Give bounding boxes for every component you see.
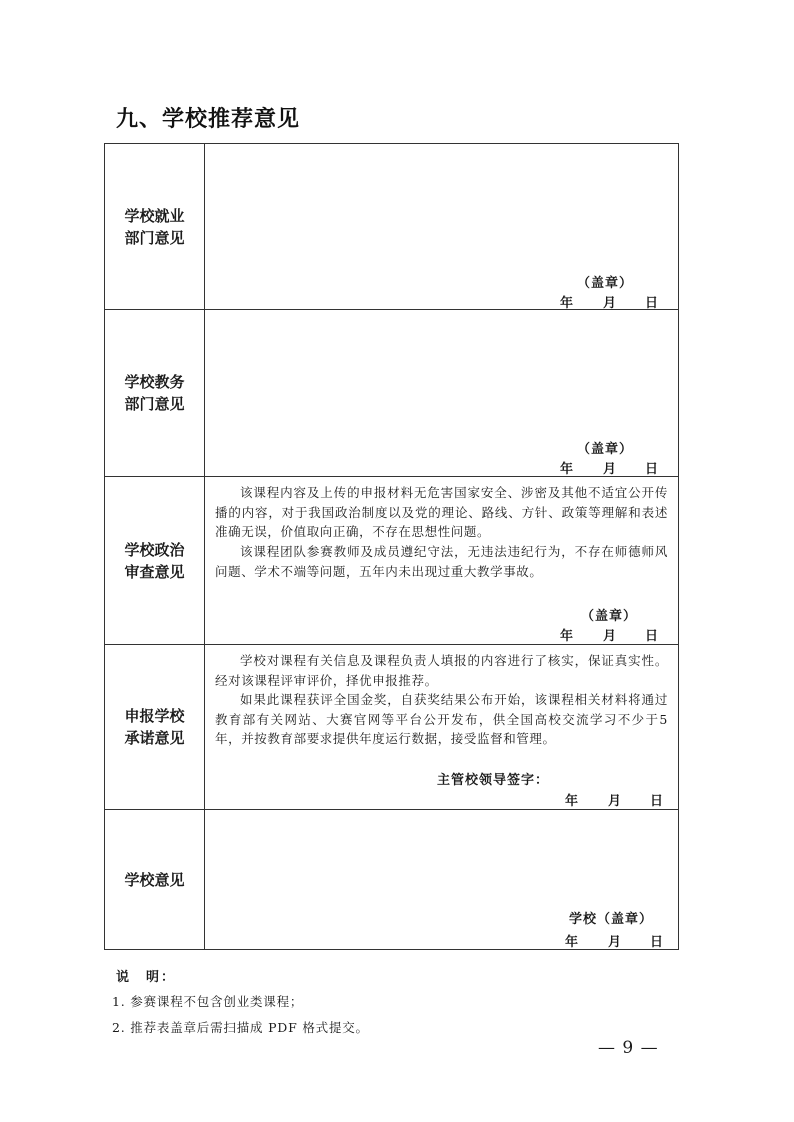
opinion-cell[interactable]	[205, 144, 679, 310]
review-paragraph: 该课程内容及上传的申报材料无危害国家安全、涉密及其他不适宜公开传播的内容，对于我国政治制度以及党的理论、路线、方针、政策等理解和表述准确无误，价值取向正确，不存在思想性问题。	[215, 485, 668, 539]
month-label: 月	[608, 794, 622, 809]
commitment-paragraph: 学校对课程有关信息及课程负责人填报的内容进行了核实，保证真实性。经对该课程评审评价，择优申报推荐。	[215, 653, 668, 688]
row-label-cell	[105, 645, 205, 810]
table-row-political-review	[105, 477, 679, 645]
note-item: 1. 参赛课程不包含创业类课程；	[112, 994, 304, 1009]
stamp-label: （盖章）	[577, 442, 634, 457]
year-label: 年	[560, 629, 574, 644]
opinion-cell[interactable]	[205, 477, 679, 645]
opinion-cell[interactable]	[205, 645, 679, 810]
label-line: 承诺意见	[124, 729, 185, 747]
day-label: 日	[650, 794, 664, 809]
notes-title: 说 明：	[116, 970, 177, 985]
note-item: 2. 推荐表盖章后需扫描成 PDF 格式提交。	[112, 1020, 369, 1035]
label-line: 学校教务	[124, 373, 185, 391]
year-label: 年	[565, 935, 579, 950]
date-line	[565, 790, 663, 809]
label-line: 学校就业	[124, 206, 185, 225]
row-label	[124, 539, 184, 583]
row-label	[124, 371, 184, 415]
row-label-cell	[105, 477, 205, 645]
year-label: 年	[560, 462, 574, 477]
day-label: 日	[650, 935, 664, 950]
row-label	[124, 205, 184, 249]
month-label: 月	[603, 462, 617, 477]
stamp-label: 学校（盖章）	[569, 912, 654, 927]
page-number: — 9 —	[598, 1038, 659, 1058]
opinion-cell[interactable]	[205, 810, 679, 950]
stamp-label: （盖章）	[581, 609, 638, 624]
day-label: 日	[645, 462, 659, 477]
row-label-cell	[105, 810, 205, 950]
table-row-employment	[105, 144, 679, 310]
label-line: 部门意见	[124, 395, 185, 413]
row-label	[124, 705, 184, 749]
day-label: 日	[645, 296, 659, 311]
month-label: 月	[603, 296, 617, 311]
year-label: 年	[560, 296, 574, 311]
section-title: 九、学校推荐意见	[116, 107, 301, 132]
row-label-cell	[105, 144, 205, 310]
row-label-cell	[105, 310, 205, 477]
date-line	[560, 292, 658, 311]
label-line: 审查意见	[124, 562, 185, 581]
day-label: 日	[645, 629, 659, 644]
date-line	[565, 931, 663, 950]
month-label: 月	[608, 935, 622, 950]
commitment-paragraph: 如果此课程获评全国金奖，自获奖结果公布开始，该课程相关材料将通过教育部有关网站、大赛官网等平台公开发布，供全国高校交流学习不少于5年，并按教育部要求提供年度运行数据，接受监督和管理。	[215, 692, 668, 746]
table-row-commitment	[105, 645, 679, 810]
stamp-label: （盖章）	[577, 276, 634, 291]
review-paragraph: 该课程团队参赛教师及成员遵纪守法，无违法违纪行为，不存在师德师风问题、学术不端等问题，五年内未出现过重大教学事故。	[215, 544, 668, 579]
month-label: 月	[603, 629, 617, 644]
table-row-school	[105, 810, 679, 950]
table-row-academic-affairs	[105, 310, 679, 477]
year-label: 年	[565, 794, 579, 809]
row-label: 学校意见	[124, 870, 185, 889]
label-line: 申报学校	[124, 707, 185, 725]
label-line: 学校政治	[124, 540, 185, 559]
signature-label: 主管校领导签字：	[437, 773, 550, 788]
opinion-cell[interactable]	[205, 310, 679, 477]
label-line: 部门意见	[124, 228, 185, 247]
date-line	[560, 625, 658, 644]
date-line	[560, 458, 658, 477]
recommendation-table	[104, 143, 679, 950]
